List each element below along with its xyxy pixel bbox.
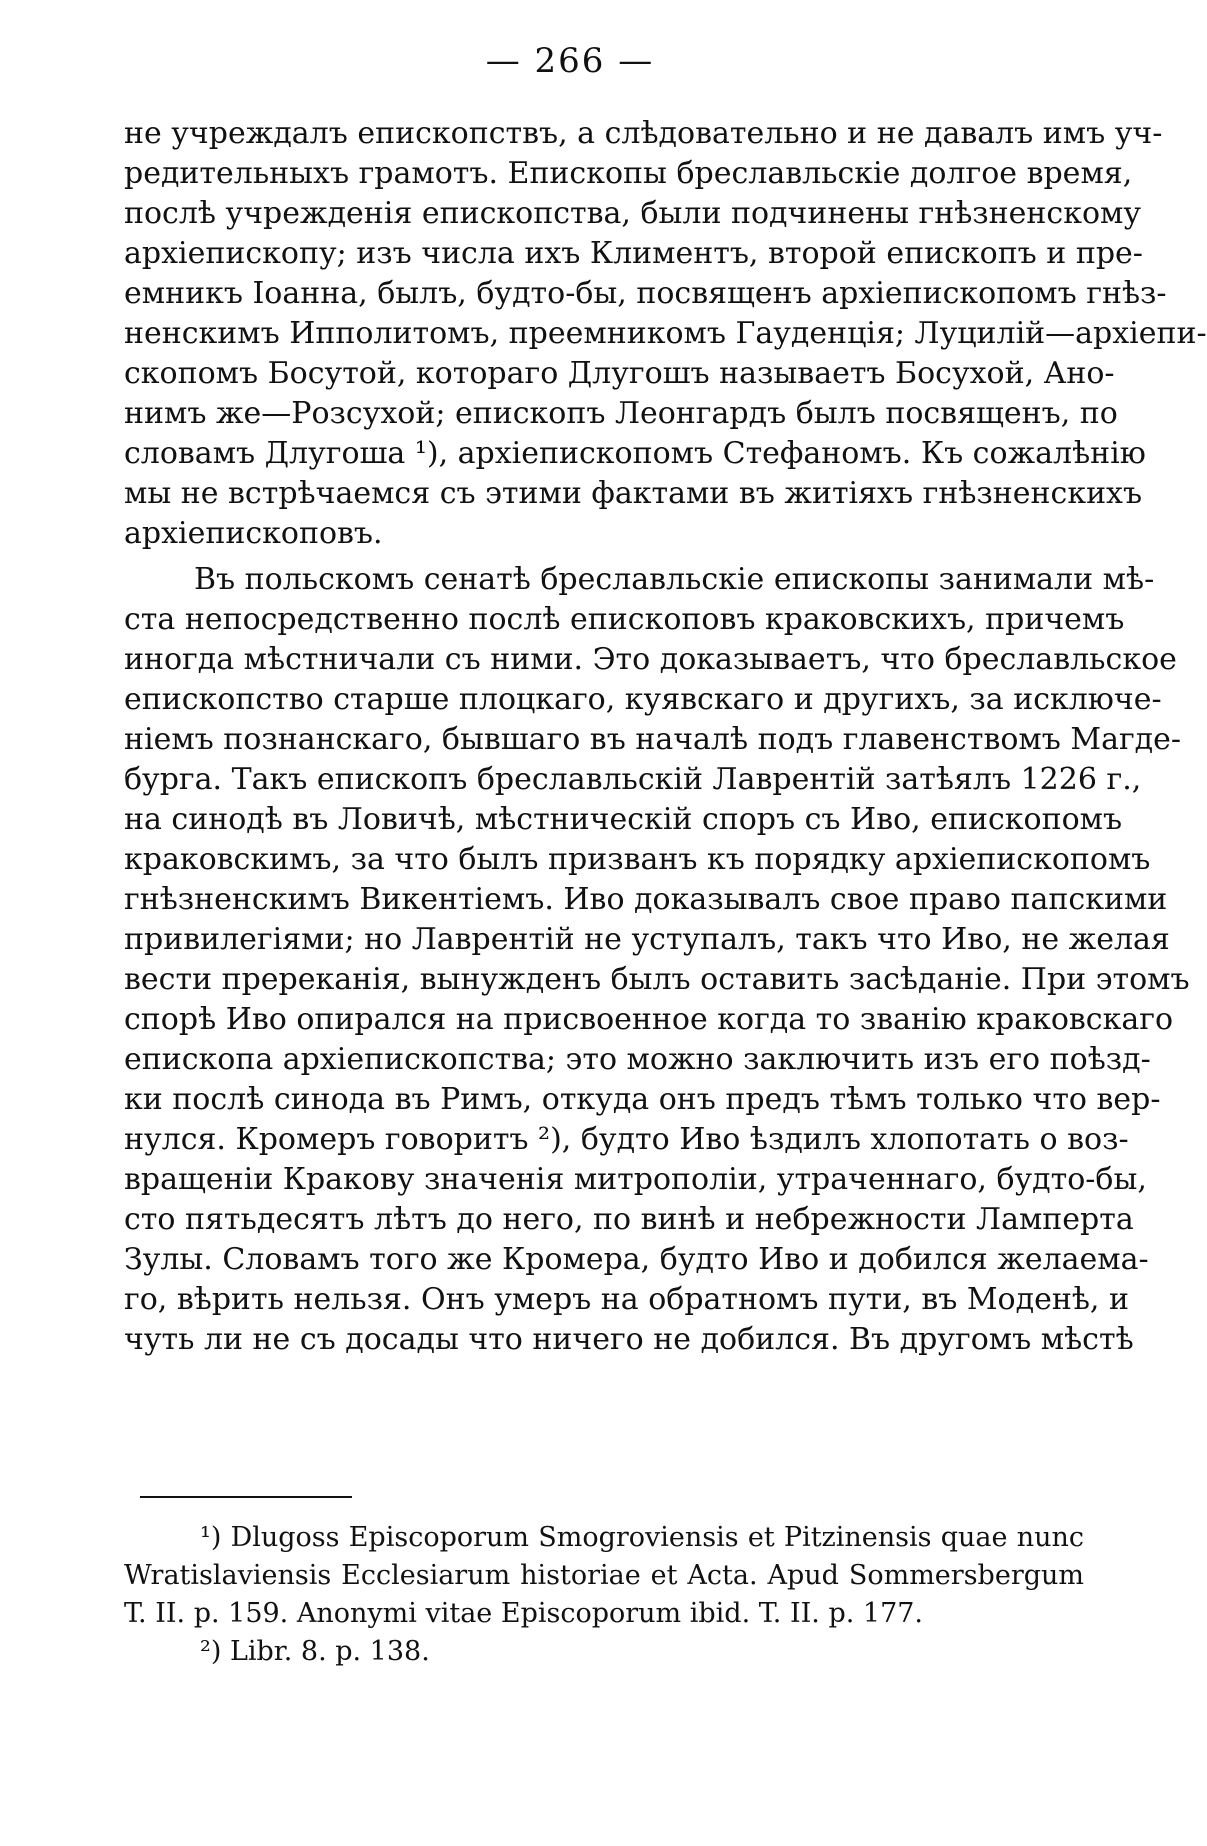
text-line: вести пререканія, вынужденъ былъ оставить засѣданіе. При этомъ [124,962,1190,997]
text-line: епископа архіепископства; это можно заключить изъ его поѣзд- [124,1042,1151,1077]
text-line: краковскимъ, за что былъ призванъ къ порядку архіепископомъ [124,842,1151,877]
text-line: сто пятьдесятъ лѣтъ до него, по винѣ и небрежности Ламперта [124,1202,1134,1237]
text-line: архіепископовъ. [124,516,383,551]
footnote-line: ¹) Dlugoss Episcoporum Smogroviensis et Pitzinensis quae nunc [200,1522,1084,1553]
text-line: спорѣ Иво опирался на присвоенное когда то званію краковскаго [124,1002,1174,1037]
page-number: — 266 — [485,41,655,81]
text-line: епископство старше плоцкаго, куявскаго и другихъ, за исключе- [124,682,1162,717]
text-line: словамъ Длугоша ¹), архіепископомъ Стефаномъ. Къ сожалѣнію [124,436,1146,471]
text-line: не учреждалъ епископствъ, а слѣдовательно и не давалъ имъ уч- [124,116,1163,151]
text-line: бурга. Такъ епископъ бреславльскій Лаврентій затѣялъ 1226 г., [124,762,1142,797]
text-line: редительныхъ грамотъ. Епископы бреславльскіе долгое время, [124,156,1133,191]
footnote-line: T. II. p. 159. Anonymi vitae Episcoporum ibid. T. II. p. 177. [124,1598,924,1629]
text-line: послѣ учрежденія епископства, были подчинены гнѣзненскому [124,196,1142,231]
text-line: на синодѣ въ Ловичѣ, мѣстническій споръ съ Иво, епископомъ [124,802,1123,837]
text-line: скопомъ Босутой, котораго Длугошъ называетъ Босухой, Ано- [124,356,1115,391]
text-line: нулся. Кромеръ говоритъ ²), будто Иво ѣздилъ хлопотать о воз- [124,1122,1129,1157]
text-line: нимъ же—Розсухой; епископъ Леонгардъ былъ посвященъ, по [124,396,1118,431]
text-line: ста непосредственно послѣ епископовъ краковскихъ, причемъ [124,602,1125,637]
text-line: емникъ Іоанна, былъ, будто-бы, посвященъ архіепископомъ гнѣз- [124,276,1167,311]
text-line: ніемъ познанскаго, бывшаго въ началѣ подъ главенствомъ Магде- [124,722,1182,757]
text-line: Въ польскомъ сенатѣ бреславльскіе епископы занимали мѣ- [194,562,1155,597]
text-line: вращеніи Кракову значенія митрополіи, утраченнаго, будто-бы, [124,1162,1147,1197]
text-line: го, вѣрить нельзя. Онъ умеръ на обратномъ пути, въ Моденѣ, и [124,1282,1129,1317]
text-line: иногда мѣстничали съ ними. Это доказываетъ, что бреславльское [124,642,1177,677]
text-line: ки послѣ синода въ Римъ, откуда онъ предъ тѣмъ только что вер- [124,1082,1161,1117]
text-line: Зулы. Словамъ того же Кромера, будто Иво и добился желаема- [124,1242,1149,1277]
text-line: архіепископу; изъ числа ихъ Климентъ, второй епископъ и пре- [124,236,1143,271]
text-line: чуть ли не съ досады что ничего не добился. Въ другомъ мѣстѣ [124,1322,1134,1357]
footnote-line: Wratislaviensis Ecclesiarum historiae et Acta. Apud Sommersbergum [124,1560,1084,1591]
text-line: гнѣзненскимъ Викентіемъ. Иво доказывалъ свое право папскими [124,882,1168,917]
footnote-line: ²) Libr. 8. p. 138. [200,1636,430,1667]
text-line: привилегіями; но Лаврентій не уступалъ, такъ что Иво, не желая [124,922,1170,957]
footnote-divider [140,1496,352,1498]
text-line: мы не встрѣчаемся съ этими фактами въ житіяхъ гнѣзненскихъ [124,476,1143,511]
text-line: ненскимъ Ипполитомъ, преемникомъ Гауденція; Луцилій—архіепи- [124,316,1207,351]
